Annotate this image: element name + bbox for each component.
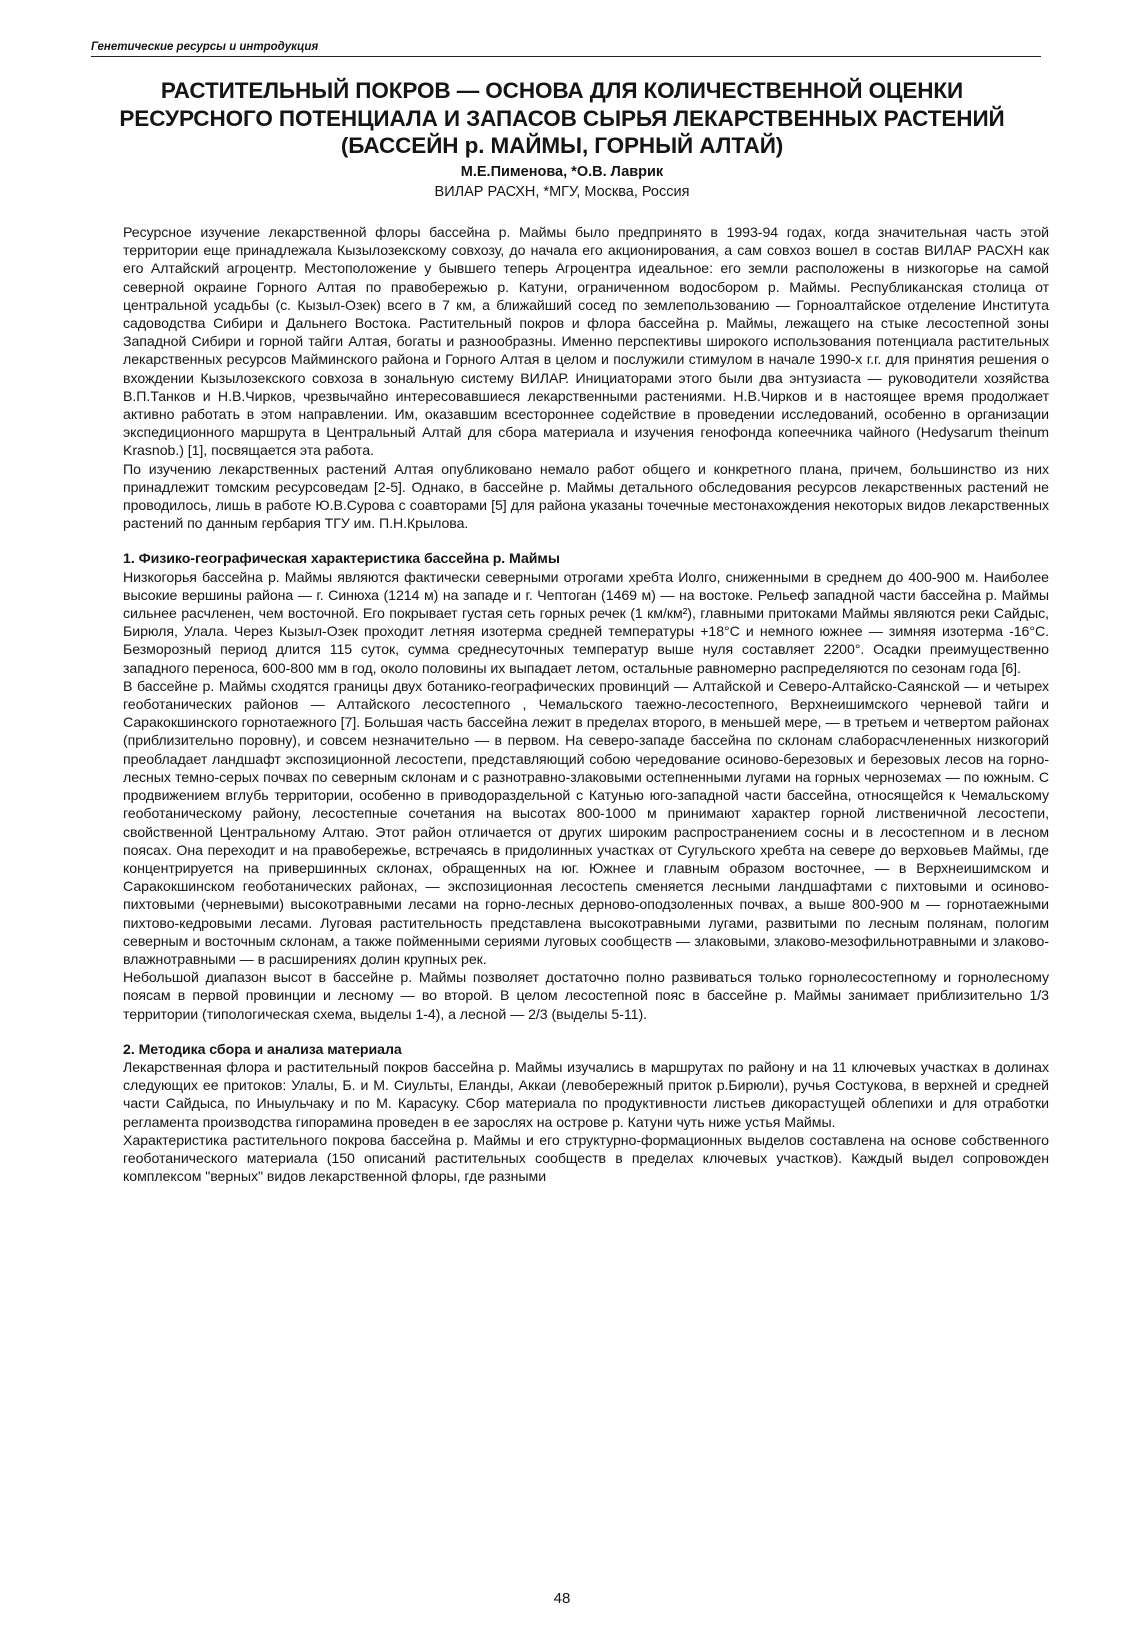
article-title: [60, 77, 1064, 160]
paragraph: Характеристика растительного покрова бассейна р. Маймы и его структурно-формационных выделов составлена на основе собственного геоботанического материала (150 описаний растительных сообществ в пределах ключевых участков). Каждый выдел сопровожден комплексом "верных" видов лекарственной флоры, где разными: [123, 1131, 1049, 1185]
article-body: [123, 223, 1049, 1185]
title-line: (БАССЕЙН р. МАЙМЫ, ГОРНЫЙ АЛТАЙ): [340, 133, 784, 158]
paragraph: Ресурсное изучение лекарственной флоры бассейна р. Маймы было предпринято в 1993-94 годах, когда значительная часть этой территории еще принадлежала Кызылозекскому совхозу, до начала его акционирования, а сам совхоз вошел в состав ВИЛАР РАСХН как его Алтайский агроцентр. Местоположение у бывшего теперь Агроцентра идеальное: его земли расположены в низкогорье на самой северной окраине Горного Алтая по правобережью р. Катуни, ограниченном водосбором р. Маймы. Республиканская столица от центральной усадьбы (с. Кызыл-Озек) всего в 7 км, а ближайший сосед по землепользованию — Горноалтайское отделение Института садоводства Сибири и Дальнего Востока. Растительный покров и флора бассейна р. Маймы, лежащего на стыке лесостепной зоны Западной Сибири и горной тайги Алтая, богаты и разнообразны. Именно перспективы широкого использования потенциала растительных лекарственных ресурсов Майминского района и Горного Алтая в целом и послужили стимулом в начале 1990-х г.г. для принятия решения о вхождении Кызылозекского совхоза в зональную систему ВИЛАР. Инициаторами этого были два энтузиаста — руководители хозяйства В.П.Танков и Н.В.Чирков, чрезвычайно интересовавшиеся лекарственными растениями. Н.В.Чирков и в настоящее время продолжает активно работать в этом направлении. Им, оказавшим всестороннее содействие в проведении исследований, особенно в организации экспедиционного маршрута в Центральный Алтай для сбора материала и изучения генофонда копеечника чайного (Hedysarum theinum Krasnob.) [1], посвящается эта работа.: [123, 224, 1049, 459]
section-heading: 1. Физико-географическая характеристика бассейна р. Маймы: [123, 550, 560, 567]
paragraph: Лекарственная флора и растительный покров бассейна р. Маймы изучались в маршрутах по району и на 11 ключевых участках в долинах следующих ее притоков: Улалы, Б. и М. Сиульты, Еланды, Аккаи (левобережный приток р.Бирюли), ручья Состукова, в верхней и средней части Сайдыса, по Иныульчаку и по М. Карасуку. Сбор материала по продуктивности листьев дикорастущей облепихи и для отработки регламента производства гипорамина проведен в ее зарослях на острове р. Катуни чуть ниже устья Маймы.: [123, 1058, 1049, 1130]
title-line: РАСТИТЕЛЬНЫЙ ПОКРОВ — ОСНОВА ДЛЯ КОЛИЧЕСТВЕННОЙ ОЦЕНКИ: [160, 78, 964, 103]
paragraph: Небольшой диапазон высот в бассейне р. Маймы позволяет достаточно полно развиваться только горнолесостепному и горнолесному поясам в первой провинции и лесному — во второй. В целом лесостепной пояс в бассейне р. Маймы занимает приблизительно 1/3 территории (типологическая схема, выделы 1-4), а лесной — 2/3 (выделы 5-11).: [123, 969, 1049, 1022]
paragraph: По изучению лекарственных растений Алтая опубликовано немало работ общего и конкретного плана, причем, большинство из них принадлежит томским ресурсоведам [2-5]. Однако, в бассейне р. Маймы детального обследования ресурсов лекарственных растений не проводилось, лишь в работе Ю.В.Сурова с соавторами [5] для района указаны точечные местонахождения некоторых видов лекарственных растений по данным гербария ТГУ им. П.Н.Крылова.: [123, 460, 1049, 532]
running-header: Генетические ресурсы и интродукция: [91, 40, 1041, 57]
affiliation: ВИЛАР РАСХН, *МГУ, Москва, Россия: [434, 184, 690, 200]
section-heading: 2. Методика сбора и анализа материала: [123, 1040, 402, 1057]
paragraph: В бассейне р. Маймы сходятся границы двух ботанико-географических провинций — Алтайской и Северо-Алтайско-Саянской — и четырех геоботанических районов — Алтайского лесостепного , Чемальского таежно-лесостепного, Верхнеишимского черневой тайги и Саракокшинского горнотаежного [7]. Большая часть бассейна лежит в пределах второго, в меньшей мере, — в третьем и четвертом районах (приблизительно поровну), и совсем незначительно — в первом. На северо-западе бассейна по склонам слаборасчлененных низкогорий преобладает ландшафт экспозиционной лесостепи, представляющий собою чередование осиново-березовых и березовых лесов на горно-лесных темно-серых почвах по северным склонам и с разнотравно-злаковыми остепненными лугами на горных черноземах — по южным. С продвижением вглубь территории, особенно в приводораздельной с Катунью юго-западной части бассейна, относящейся к Чемальскому геоботаническому району, лесостепные сочетания на высотах 800-1000 м принимают характер горной лиственичной лесостепи, свойственной Центральному Алтаю. Этот район отличается от других широким распространением сосны и в лесостепном и в лесном поясах. Она переходит и на правобережье, встречаясь в придолинных участках от Сугульского хребта на севере до верховьев Маймы, где концентрируется на привершинных склонах, обращенных на юг. Южнее и главным образом восточнее, — в Верхнеишимском и Саракокшинском геоботанических районах, — экспозиционная лесостепь сменяется лесными ландшафтами с пихтовыми и осиново-пихтовыми (черневыми) высокотравными лесами на горно-лесных дерново-оподзоленных почвах, а выше 800-900 м — горнотаежными пихтово-кедровыми лесами. Луговая растительность представлена высокотравными лугами, развитыми по лесным полянам, пологим северным и восточным склонам, а также пойменными сериями луговых сообществ — злаковыми, злаково-мезофильнотравными и злаково-влажнотравными — в расширениях долин крупных рек.: [123, 677, 1049, 967]
page-number: 48: [553, 1590, 571, 1607]
paragraph: Низкогорья бассейна р. Маймы являются фактически северными отрогами хребта Иолго, сниженными в среднем до 400-900 м. Наиболее высокие вершины района — г. Синюха (1214 м) на западе и г. Чептоган (1469 м) — на востоке. Рельеф западной части бассейна р. Маймы сильнее расчленен, чем восточной. Его покрывает густая сеть горных речек (1 км/км²), главными притоками Маймы являются реки Сайдыс, Бирюля, Улала. Через Кызыл-Озек проходит летняя изотерма средней температуры +18°С и немного южнее — зимняя изотерма -16°С. Безморозный период длится 115 суток, сумма среднесуточных температур выше нуля составляет 2200°. Осадки преимущественно западного переноса, 600-800 мм в год, около половины их выпадает летом, остальные равномерно распределяются по сезонам года [6].: [123, 568, 1049, 676]
authors: М.Е.Пименова, *О.В. Лаврик: [460, 164, 664, 180]
title-line: РЕСУРСНОГО ПОТЕНЦИАЛА И ЗАПАСОВ СЫРЬЯ ЛЕКАРСТВЕННЫХ РАСТЕНИЙ: [119, 105, 1005, 131]
